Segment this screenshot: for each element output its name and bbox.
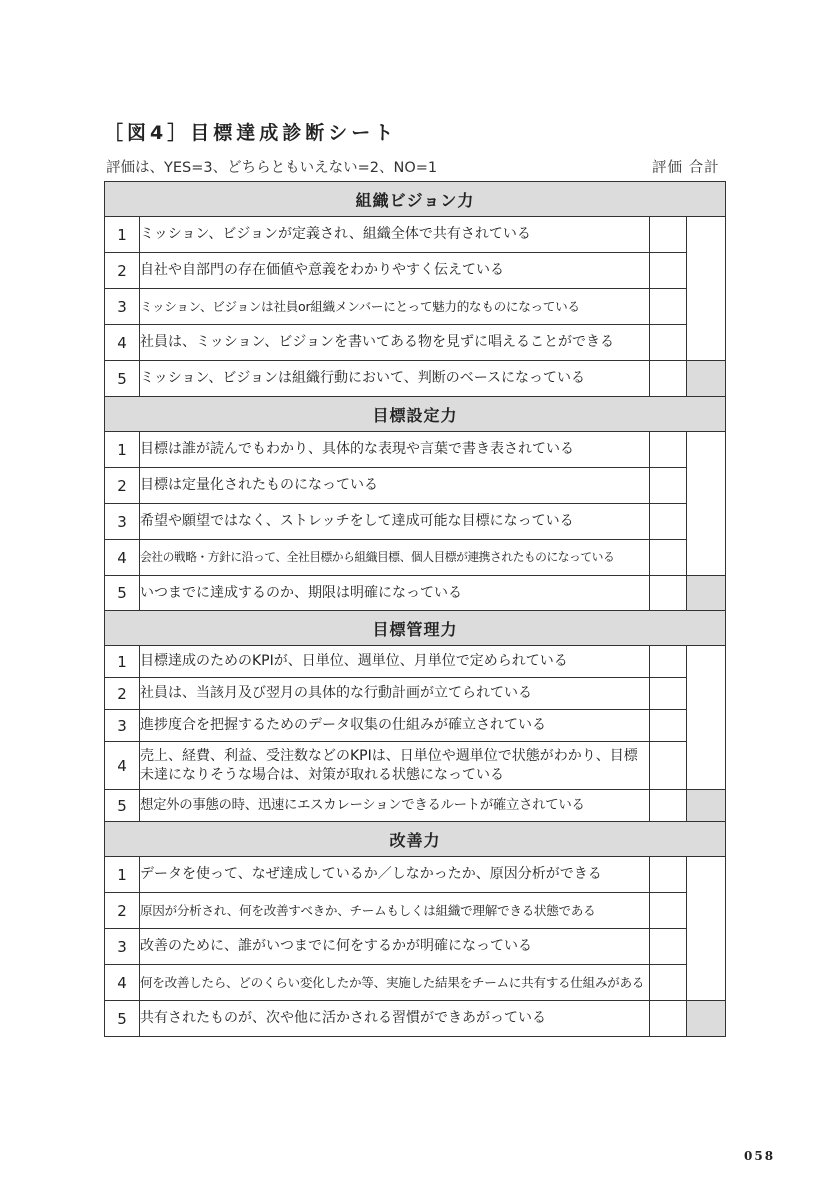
- item-number: 5: [105, 361, 140, 397]
- evaluation-cell[interactable]: [650, 576, 687, 611]
- table-row: [105, 710, 726, 742]
- item-number: 1: [105, 432, 140, 468]
- item-number: 1: [105, 217, 140, 253]
- item-text: 原因が分析され、何を改善すべきか、チームもしくは組織で理解できる状態である: [140, 893, 650, 929]
- item-text: 共有されたものが、次や他に活かされる習慣ができあがっている: [140, 1001, 650, 1037]
- item-number: 4: [105, 540, 140, 576]
- table-row: [105, 504, 726, 540]
- item-number: 4: [105, 965, 140, 1001]
- table-row: [105, 361, 726, 397]
- evaluation-cell[interactable]: [650, 646, 687, 678]
- evaluation-cell[interactable]: [650, 253, 687, 289]
- section-header-improvement: [105, 822, 726, 857]
- evaluation-cell[interactable]: [650, 289, 687, 325]
- table-row: [105, 678, 726, 710]
- evaluation-cell[interactable]: [650, 361, 687, 397]
- item-number: 3: [105, 710, 140, 742]
- item-number: 3: [105, 929, 140, 965]
- item-number: 1: [105, 646, 140, 678]
- evaluation-cell[interactable]: [650, 790, 687, 822]
- evaluation-cell[interactable]: [650, 929, 687, 965]
- item-text: ミッション、ビジョンが定義され、組織全体で共有されている: [140, 217, 650, 253]
- item-text: 進捗度合を把握するためのデータ収集の仕組みが確立されている: [140, 710, 650, 742]
- table-row: [105, 576, 726, 611]
- total-cell-shaded: [687, 790, 726, 822]
- evaluation-total-label: 評価 合計: [652, 160, 720, 176]
- table-row: [105, 929, 726, 965]
- item-text: いつまでに達成するのか、期限は明確になっている: [140, 576, 650, 611]
- evaluation-cell[interactable]: [650, 710, 687, 742]
- total-cell[interactable]: [687, 217, 726, 361]
- table-row: [105, 289, 726, 325]
- item-number: 4: [105, 325, 140, 361]
- total-cell-shaded: [687, 361, 726, 397]
- item-number: 5: [105, 1001, 140, 1037]
- item-number: 2: [105, 253, 140, 289]
- total-cell[interactable]: [687, 432, 726, 576]
- item-text: ミッション、ビジョンは社員or組織メンバーにとって魅力的なものになっている: [140, 289, 650, 325]
- table-row: [105, 432, 726, 468]
- item-text: 改善のために、誰がいつまでに何をするかが明確になっている: [140, 929, 650, 965]
- evaluation-cell[interactable]: [650, 468, 687, 504]
- page-number: 058: [744, 1149, 776, 1163]
- table-row: [105, 468, 726, 504]
- evaluation-cell[interactable]: [650, 965, 687, 1001]
- section-header-goal-setting: [105, 397, 726, 432]
- item-text: 何を改善したら、どのくらい変化したか等、実施した結果をチームに共有する仕組みがある: [140, 965, 650, 1001]
- evaluation-cell[interactable]: [650, 742, 687, 790]
- item-text: 希望や願望ではなく、ストレッチをして達成可能な目標になっている: [140, 504, 650, 540]
- item-text: ミッション、ビジョンは組織行動において、判断のベースになっている: [140, 361, 650, 397]
- table-row: [105, 325, 726, 361]
- table-row: [105, 253, 726, 289]
- table-row: [105, 1001, 726, 1037]
- item-number: 5: [105, 790, 140, 822]
- table-row: [105, 217, 726, 253]
- diagnosis-sheet-table: [104, 181, 726, 1037]
- table-row: [105, 965, 726, 1001]
- page-title: ［図4］目標達成診断シート: [104, 122, 398, 144]
- evaluation-cell[interactable]: [650, 857, 687, 893]
- evaluation-cell[interactable]: [650, 1001, 687, 1037]
- section-heading: 組織ビジョン力: [105, 182, 726, 217]
- item-text: 目標は誰が読んでもわかり、具体的な表現や言葉で書き表されている: [140, 432, 650, 468]
- evaluation-cell[interactable]: [650, 217, 687, 253]
- item-text: 社員は、ミッション、ビジョンを書いてある物を見ずに唱えることができる: [140, 325, 650, 361]
- evaluation-cell[interactable]: [650, 540, 687, 576]
- item-number: 4: [105, 742, 140, 790]
- table-row: [105, 646, 726, 678]
- evaluation-cell[interactable]: [650, 893, 687, 929]
- table-row: [105, 893, 726, 929]
- evaluation-cell[interactable]: [650, 432, 687, 468]
- table-row: [105, 857, 726, 893]
- item-number: 2: [105, 468, 140, 504]
- section-header-goal-management: [105, 611, 726, 646]
- evaluation-cell[interactable]: [650, 325, 687, 361]
- total-cell-shaded: [687, 576, 726, 611]
- section-heading: 改善力: [105, 822, 726, 857]
- total-cell[interactable]: [687, 857, 726, 1001]
- item-text: 想定外の事態の時、迅速にエスカレーションできるルートが確立されている: [140, 790, 650, 822]
- table-row: [105, 790, 726, 822]
- item-number: 2: [105, 893, 140, 929]
- item-text: 自社や自部門の存在価値や意義をわかりやすく伝えている: [140, 253, 650, 289]
- evaluation-cell[interactable]: [650, 504, 687, 540]
- item-number: 3: [105, 289, 140, 325]
- item-text: 目標は定量化されたものになっている: [140, 468, 650, 504]
- item-number: 5: [105, 576, 140, 611]
- item-text: 売上、経費、利益、受注数などのKPIは、日単位や週単位で状態がわかり、目標未達になりそうな場合は、対策が取れる状態になっている: [140, 742, 650, 790]
- item-number: 2: [105, 678, 140, 710]
- total-cell-shaded: [687, 1001, 726, 1037]
- item-text: データを使って、なぜ達成しているか／しなかったか、原因分析ができる: [140, 857, 650, 893]
- section-heading: 目標管理力: [105, 611, 726, 646]
- item-number: 3: [105, 504, 140, 540]
- total-cell[interactable]: [687, 646, 726, 790]
- item-number: 1: [105, 857, 140, 893]
- item-text: 社員は、当該月及び翌月の具体的な行動計画が立てられている: [140, 678, 650, 710]
- table-row: [105, 540, 726, 576]
- table-row: [105, 742, 726, 790]
- item-text: 会社の戦略・方針に沿って、全社目標から組織目標、個人目標が連携されたものになっている: [140, 540, 650, 576]
- section-heading: 目標設定力: [105, 397, 726, 432]
- evaluation-cell[interactable]: [650, 678, 687, 710]
- section-header-vision: [105, 182, 726, 217]
- item-text: 目標達成のためのKPIが、日単位、週単位、月単位で定められている: [140, 646, 650, 678]
- scoring-instructions: 評価は、YES=3、どちらともいえない=2、NO=1: [106, 160, 438, 176]
